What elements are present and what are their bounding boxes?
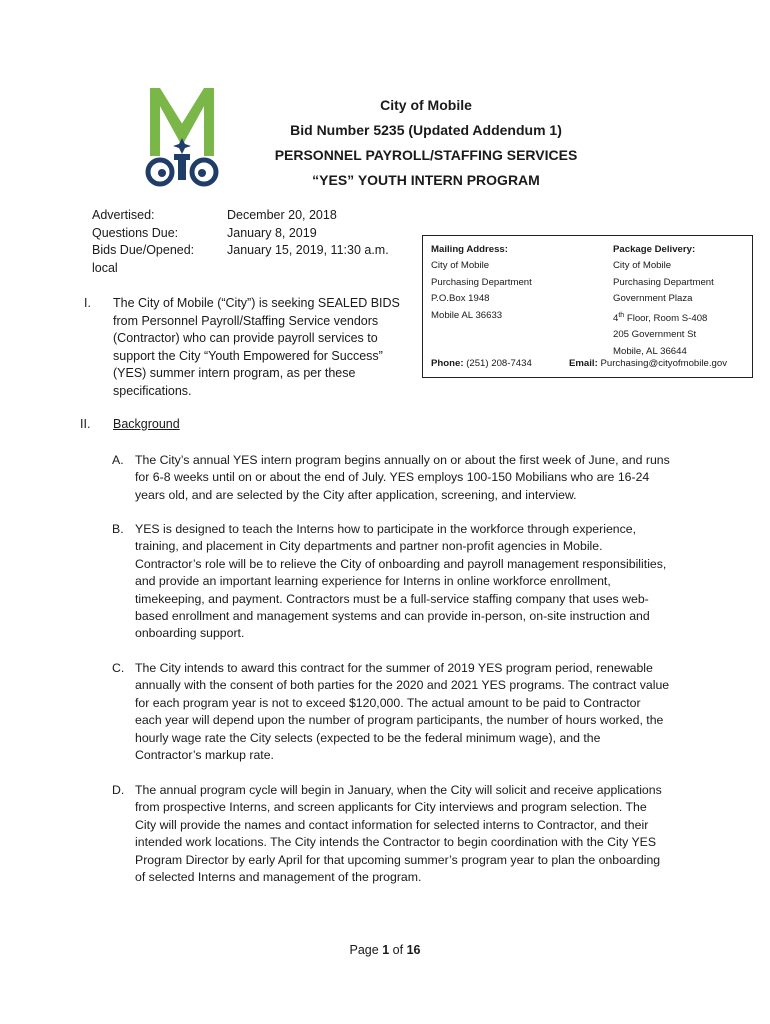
phone-label: Phone: [431,358,464,369]
delivery-line: City of Mobile [613,260,672,272]
city-of-mobile-logo [144,86,220,190]
mailing-line: P.O.Box 1948 [431,293,490,305]
paragraph-letter: A. [112,453,124,467]
section-2-title: Background [113,417,180,431]
phone-number: (251) 208-7434 [466,358,532,369]
page-total: 16 [406,943,421,957]
delivery-line: Purchasing Department [613,276,714,288]
address-box [422,235,753,378]
header-program: “YES” YOUTH INTERN PROGRAM [312,172,540,188]
of-word: of [392,943,404,957]
email-label: Email: [569,358,598,369]
logo-base [174,154,190,160]
section-number: I. [84,296,91,310]
mailing-line: Purchasing Department [431,276,532,288]
paragraph-letter: B. [112,522,124,536]
logo-star [173,138,191,154]
paragraph-letter: C. [112,661,125,675]
header-service: PERSONNEL PAYROLL/STAFFING SERVICES [274,147,578,163]
logo-center-stem [178,160,186,180]
paragraph-text: YES is designed to teach the Interns how to participate in the workforce through experience, training, and placement in City departments and partner non-profit agencies in Mobile. Contractor’s role will be to relieve the City of onboarding and payroll management responsibilities, and provide an important learning experience for Interns in online workforce enrollment, timekeeping, and payment. Contractors must be a full-service staffing company that uses web-based enrollment and management systems and can provide in-person, on-site instruction and onboarding support. [135,522,667,641]
header-city: City of Mobile [380,97,472,113]
mailing-title: Mailing Address: [431,244,508,255]
paragraph-text: The City’s annual YES intern program begins annually on or about the first week of June, and runs for 6-8 weeks until on or about the end of July. YES employs 100-150 Mobilians who are 16-24 years old, and are selected by the City after application, screening, and interview. [135,453,670,502]
section-1-text: The City of Mobile (“City”) is seeking SEALED BIDS from Personnel Payroll/Staffing Service vendors (Contractor) who can provide payroll services to support the City “Youth Empowered for Success” (YES) summer intern program, as per these specifications. [113,296,400,398]
floor-room: Floor, Room S-408 [624,312,708,324]
date-value: January 15, 2019, 11:30 a.m. [227,243,389,257]
page-word: Page [349,943,379,957]
date-label: Bids Due/Opened: [92,243,195,257]
email-line [569,356,727,372]
page-number: 1 [382,943,390,957]
page-footer [0,943,770,957]
date-value: December 20, 2018 [227,208,337,222]
mailing-line: Mobile AL 36633 [431,309,503,321]
date-label: local [92,260,118,275]
delivery-title: Package Delivery: [613,244,696,255]
paragraph-text: The annual program cycle will begin in January, when the City will solicit and receive applications from prospective Interns, and screen applicants for City interviews and program selection. The City will provide the names and contact information for selected interns to Contractor, and their intended work locations. The City intends the Contractor to begin coordination with the City YES Program Director by early April for that upcoming summer’s program year to plan the onboarding of selected Interns and management of the program. [135,783,662,885]
logo-left-curl-inner [158,169,166,177]
package-delivery [613,242,714,360]
delivery-line: Mobile, AL 36644 [613,345,687,357]
delivery-floor [613,308,714,328]
date-label: Advertised: [92,208,155,222]
header-bid-number: Bid Number 5235 (Updated Addendum 1) [290,122,562,138]
floor-suffix: th [618,311,625,319]
document-header [248,93,604,193]
paragraph-text: The City intends to award this contract for the summer of 2019 YES program period, renewable annually with the consent of both parties for the 2020 and 2021 YES programs. The contract value for each program year is not to exceed $120,000. The actual amount to be paid to Contractor each year will depend upon the number of program participants, the number of hours worked, the hourly wage rate the City selects (expected to be the federal minimum wage), and the Contractor’s markup rate. [135,661,670,763]
date-label: Questions Due: [92,225,179,240]
section-number: II. [80,417,91,431]
date-value: January 8, 2019 [227,225,317,240]
floor-number: 4 [613,312,619,324]
logo-right-curl-inner [198,169,206,177]
mailing-address [431,242,532,324]
delivery-line: Government Plaza [613,293,693,305]
phone-line [431,356,532,372]
delivery-line: 205 Government St [613,329,697,341]
email-address[interactable]: Purchasing@cityofmobile.gov [600,358,727,369]
paragraph-letter: D. [112,783,125,797]
mailing-line: City of Mobile [431,260,490,272]
